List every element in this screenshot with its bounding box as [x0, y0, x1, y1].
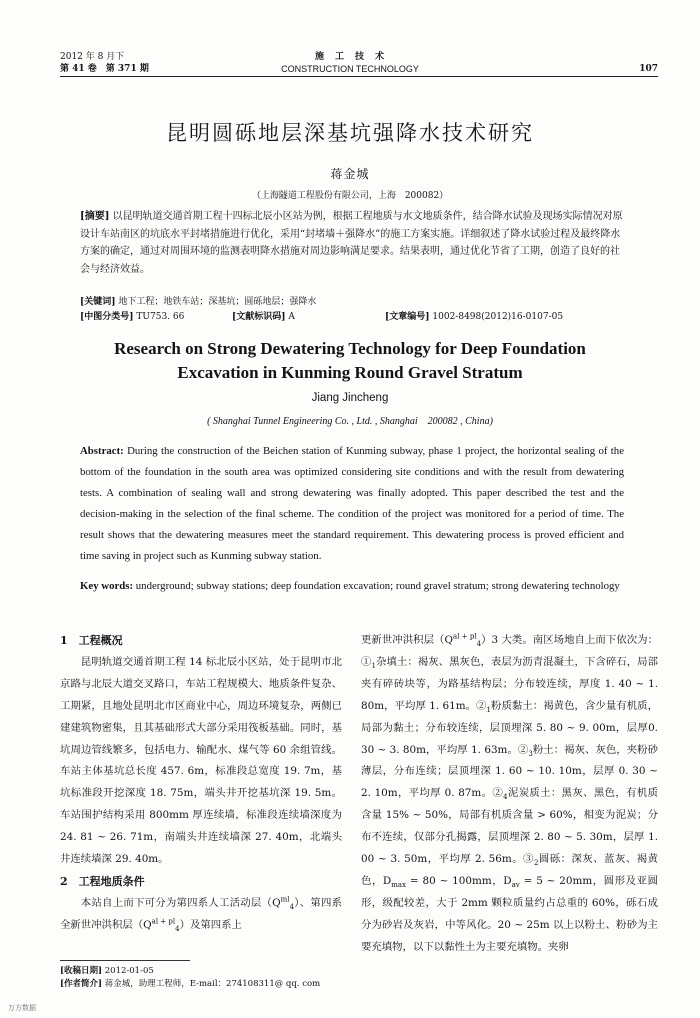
keywords-cn-text: 地下工程；地铁车站；深基坑；圆砾地层；强降水: [118, 297, 317, 307]
footnote-received: [60, 965, 154, 978]
doc-code-label: [文献标识码]: [232, 312, 286, 322]
clc: [80, 310, 184, 324]
doc-code: [232, 310, 295, 324]
title-en: [0, 337, 700, 385]
clc-value: TU753. 66: [136, 312, 185, 322]
body-right-column: [361, 630, 658, 959]
keywords-en: [80, 576, 624, 597]
author-cn: 蒋金城: [330, 167, 370, 181]
keywords-cn-label: [关键词]: [80, 297, 116, 307]
author-en: Jiang Jincheng: [311, 392, 389, 404]
right-text-part-i: = 5 ~ 20mm，圆形及亚圆形，级配较差，大于 2mm 颗粒质量约占总重的 60%，砾石成分为砂岩及灰岩，中等风化。20 ~ 25m 以上以粉土、粉砂为主要充填物，以下以黏性土为主要充填物。夹卵: [361, 874, 658, 953]
layer-sub-2: 1: [486, 705, 491, 714]
article-number-value: 1002-8498(2012)16-0107-05: [432, 312, 564, 322]
title-cn: 昆明圆砾地层深基坑强降水技术研究: [166, 121, 534, 145]
header-date: 2012 年 8 月下: [60, 52, 125, 62]
section-2-text: [60, 893, 342, 937]
dav-subscript: av: [511, 881, 520, 890]
q-superscript-2: al + pl: [151, 917, 176, 926]
keywords-en-text: underground; subway stations; deep foundation excavation; round gravel stratum; strong dewatering technology: [135, 580, 620, 592]
layer-sub-4: 4: [503, 793, 508, 802]
section-1-title: 1 工程概况: [60, 634, 123, 647]
title-en-line2: Excavation in Kunming Round Gravel Stratum: [177, 363, 523, 382]
right-text-part-d: 粉质黏土：褐黄色，含少量有机质，局部为黏土；分布较连续，层顶埋深 5. 80 ~ 9. 00m，层厚0. 30 ~ 3. 80m，平均厚 1. 63m。②: [361, 699, 658, 756]
right-text-part-g: 圆砾：深灰、蓝灰、褐黄色，D: [361, 853, 659, 887]
section-2-text-part-a: 本站自上而下可分为第四系人工活动层（Q: [80, 896, 281, 909]
q-superscript-1: ml: [280, 895, 290, 904]
dmax-subscript: max: [391, 881, 407, 890]
doc-code-value: A: [288, 312, 295, 322]
article-number: [385, 310, 563, 324]
q-subscript-2: 4: [175, 924, 180, 933]
section-1-text: 昆明轨道交通首期工程 14 标北辰小区站，处于昆明市北京路与北辰大道交叉路口，车站工程规模大、地质条件复杂、工期紧，且地处昆明北市区商业中心，周边环境复杂，两侧已建建筑物密集，且其基础形式大部分采用筏板基础。同时，基坑周边管线繁多，包括电力、输配水、煤气等 60 余组管线。车站主体基坑总长度 457. 6m，标准段总宽度 19. 7m，基坑标准段开挖深度 18. 75m，端头井开挖基坑深 19. 5m。车站围护结构采用 800mm 厚连续墙，标准段连续墙深度为 24. 81 ~ 26. 71m，南端头井连续墙深 27. 40m，北端头井连续墙深 29. 40m。: [60, 655, 342, 866]
keywords-cn: [80, 295, 316, 309]
footnote-rule: [60, 960, 190, 961]
right-text-part-a: 更新世冲洪积层（Q: [361, 634, 454, 646]
right-text-part-f: 泥炭质土：黑灰、黑色，有机质含量 15% ~ 50%，局部有机质含量 > 60%，相变为泥炭；分布不连续，仅部分孔揭露，层顶埋深 2. 80 ~ 5. 30m，层厚 1. 00 ~ 3. 50m，平均厚 2. 56m。③: [361, 787, 659, 866]
page-number: 107: [639, 64, 658, 74]
footnote-author-bio: [60, 978, 320, 991]
article-number-label: [文章编号]: [385, 312, 430, 322]
affiliation-cn: （上海隧道工程股份有限公司，上海 200082）: [251, 191, 449, 201]
abstract-en-text: During the construction of the Beichen station of Kunming subway, phase 1 project, the horizontal sealing of the bottom of the foundation in the south area was optimized considering site conditions and with the result from dewatering tests. A combination of sealing wall and strong dewatering was finally adopted. This paper described the test and the decision-making in the selection of the final scheme. The condition of the project was monitored for a period of time. The result shows that the dewatering measures meet the standard requirement. This dewatering process is proved efficient and time saving in project such as Kunming subway station.: [80, 445, 624, 562]
header-journal-cn: 施 工 技 术: [314, 52, 385, 62]
abstract-cn-text: 以昆明轨道交通首期工程十四标北辰小区站为例，根据工程地质与水文地质条件，结合降水试验及现场实际情况对原设计车站南区的坑底水平封堵措施进行优化，采用“封堵墙＋强降水”的施工方案实施。详细叙述了降水试验过程及最终降水方案的确定，通过对周围环境的监测表明降水措施对周边影响满足要求。结果表明，通过优化节省了工期，创造了良好的社会与经济效益。: [80, 211, 623, 275]
section-2-text-part-b: ）、第四系全新世冲洪积层（Q: [60, 896, 342, 931]
body-left-column: [60, 630, 342, 937]
section-2-text-part-c: ）及第四系上: [179, 918, 242, 931]
layer-sub-3: 3: [528, 749, 533, 758]
title-en-line1: Research on Strong Dewatering Technology for Deep Foundation: [114, 339, 586, 358]
watermark: 万方数据: [8, 1004, 36, 1012]
q-subscript-1: 4: [289, 902, 295, 911]
keywords-en-label: Key words:: [80, 580, 134, 592]
received-label: [收稿日期]: [60, 966, 103, 976]
header-volume: 第 41 卷 第 371 期: [60, 64, 149, 74]
right-text-part-e: 粉土：褐灰、灰色，夹粉砂薄层，分布连续；层顶埋深 1. 60 ~ 10. 10m，层厚 0. 30 ~ 2. 10m，平均厚 0. 87m。②: [361, 743, 659, 800]
abstract-en-label: Abstract:: [80, 445, 124, 457]
right-text-part-c: 杂填土：褐灰、黑灰色，表层为沥青混凝土，下含碎石，局部夹有碎砖块等，为路基结构层；分布较连续，厚度 1. 40 ~ 1. 80m，平均厚 1. 61m。②: [361, 655, 659, 712]
q-subscript-3: 4: [476, 640, 482, 649]
section-2-title: 2 工程地质条件: [60, 874, 145, 888]
header-rule: [60, 76, 658, 77]
received-date: 2012-01-05: [104, 966, 154, 976]
right-text-part-b: ）3 大类。南区场地自上而下依次为：①: [361, 634, 658, 668]
author-bio-text: 蒋金城，助理工程师，E-mail：274108311@ qq. com: [104, 979, 321, 989]
abstract-cn: [80, 208, 624, 278]
abstract-en: [80, 441, 624, 566]
author-bio-label: [作者简介]: [60, 979, 103, 989]
q-superscript-3: al + pl: [453, 632, 477, 641]
layer-sub-5: 2: [533, 859, 539, 868]
layer-sub-1: 1: [371, 661, 376, 670]
abstract-cn-label: [摘要]: [80, 211, 110, 222]
clc-label: [中图分类号]: [80, 312, 134, 322]
header-journal-en: CONSTRUCTION TECHNOLOGY: [281, 64, 419, 74]
affiliation-en: ( Shanghai Tunnel Engineering Co. , Ltd. , Shanghai 200082 , China): [207, 416, 493, 427]
right-text-part-h: = 80 ~ 100mm，D: [406, 874, 512, 887]
